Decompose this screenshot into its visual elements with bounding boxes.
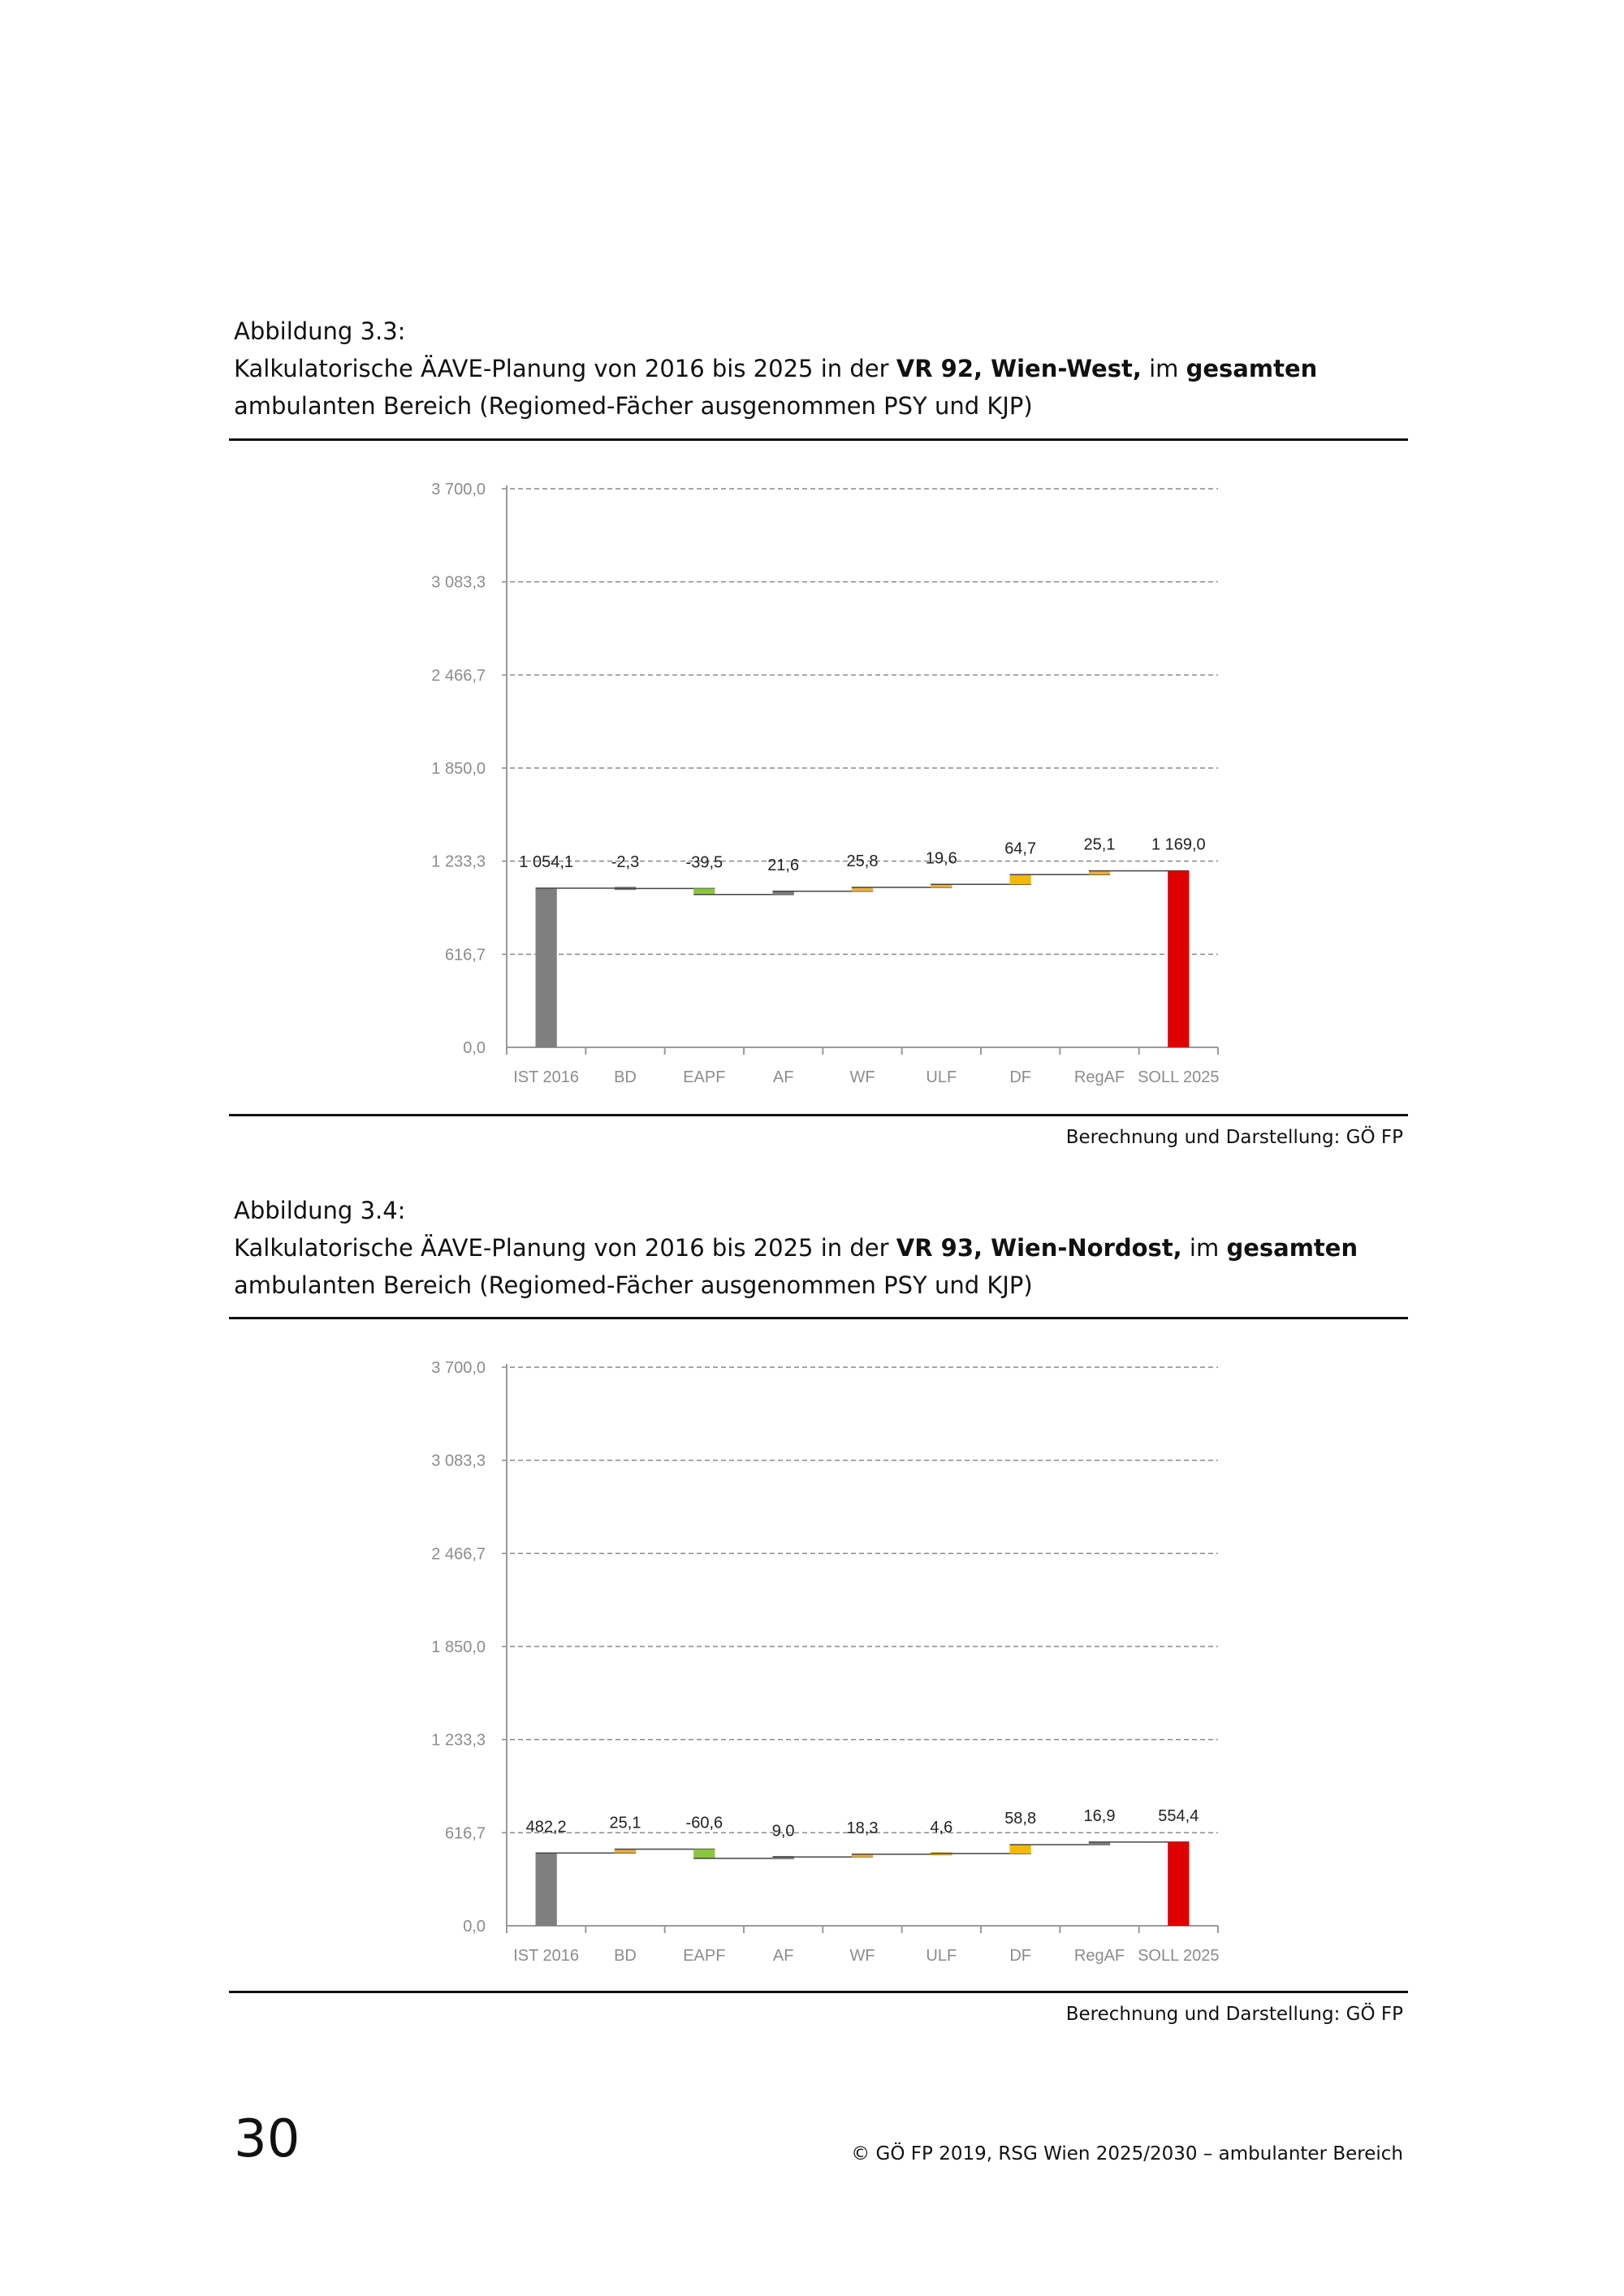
y-tick-label: 3 700,0 <box>431 481 486 498</box>
caption-text: Kalkulatorische ÄAVE-Planung von 2016 bis 2025 in der <box>234 1234 896 1262</box>
y-tick-label: 3 700,0 <box>431 1359 486 1377</box>
data-label: 4,6 <box>930 1819 953 1837</box>
data-label: -2,3 <box>611 852 640 871</box>
data-label: 25,1 <box>1083 835 1116 854</box>
waterfall-bar <box>1168 1842 1189 1926</box>
x-tick-label: AF <box>772 1947 794 1965</box>
caption-region: VR 92, Wien-West, <box>896 355 1142 382</box>
x-tick-label: WF <box>849 1068 875 1086</box>
top-rule <box>229 1317 1408 1319</box>
data-label: 16,9 <box>1083 1806 1116 1825</box>
data-label: 21,6 <box>767 856 800 874</box>
y-tick-label: 3 083,3 <box>431 1452 486 1470</box>
data-label: -60,6 <box>685 1814 723 1832</box>
waterfall-bar <box>536 888 557 1047</box>
source-note: Berechnung und Darstellung: GÖ FP <box>1065 2004 1403 2025</box>
y-tick-label: 616,7 <box>444 1824 486 1843</box>
x-tick-label: SOLL 2025 <box>1138 1947 1220 1965</box>
data-label: -39,5 <box>685 853 723 872</box>
x-tick-label: EAPF <box>683 1947 726 1965</box>
x-tick-label: AF <box>772 1068 794 1086</box>
y-tick-label: 1 233,3 <box>431 852 486 871</box>
bottom-rule <box>229 1114 1408 1116</box>
x-tick-label: ULF <box>926 1947 957 1965</box>
data-label: 9,0 <box>771 1822 795 1841</box>
figure-label: Abbildung 3.3: <box>234 317 406 345</box>
figure-caption <box>234 313 1403 425</box>
y-tick-label: 2 466,7 <box>431 667 486 685</box>
x-tick-label: BD <box>614 1947 637 1965</box>
copyright-note: © GÖ FP 2019, RSG Wien 2025/2030 – ambulanter Bereich <box>851 2143 1403 2164</box>
caption-text: im <box>1141 355 1186 382</box>
x-tick-label: EAPF <box>683 1068 726 1086</box>
data-label: 64,7 <box>1004 839 1037 858</box>
x-tick-label: DF <box>1009 1947 1032 1965</box>
x-tick-label: IST 2016 <box>513 1947 580 1965</box>
x-tick-label: RegAF <box>1073 1068 1125 1086</box>
data-label: 1 169,0 <box>1151 835 1206 854</box>
x-tick-label: BD <box>614 1068 637 1086</box>
caption-bold: gesamten <box>1226 1234 1358 1262</box>
data-label: 1 054,1 <box>519 852 574 871</box>
x-tick-label: ULF <box>926 1068 957 1086</box>
bottom-rule <box>229 1991 1408 1993</box>
waterfall-bar <box>693 888 715 894</box>
waterfall-bar <box>536 1853 557 1926</box>
caption-region: VR 93, Wien-Nordost, <box>896 1234 1182 1262</box>
figure-label: Abbildung 3.4: <box>234 1197 406 1224</box>
data-label: 554,4 <box>1158 1806 1199 1825</box>
caption-text: im <box>1181 1234 1227 1262</box>
data-label: 25,1 <box>609 1814 641 1832</box>
x-tick-label: DF <box>1009 1068 1032 1086</box>
top-rule <box>229 438 1408 441</box>
waterfall-chart <box>229 1333 1408 1983</box>
y-tick-label: 616,7 <box>444 946 486 965</box>
waterfall-bar <box>693 1849 715 1858</box>
y-tick-label: 3 083,3 <box>431 573 486 592</box>
data-label: 482,2 <box>525 1818 567 1836</box>
figure-title-line2: ambulanten Bereich (Regiomed-Fächer ausgenommen PSY und KJP) <box>234 1271 1033 1299</box>
waterfall-bar <box>1010 1845 1031 1854</box>
figure-caption <box>234 1192 1403 1304</box>
waterfall-bar <box>1010 874 1031 884</box>
data-label: 25,8 <box>846 852 879 870</box>
figure-title-line1 <box>234 350 1403 387</box>
page-number: 30 <box>234 2109 300 2169</box>
x-tick-label: SOLL 2025 <box>1138 1068 1220 1086</box>
source-note: Berechnung und Darstellung: GÖ FP <box>1065 1127 1403 1148</box>
x-tick-label: IST 2016 <box>513 1068 580 1086</box>
caption-text: Kalkulatorische ÄAVE-Planung von 2016 bis 2025 in der <box>234 355 896 382</box>
x-tick-label: WF <box>849 1947 875 1965</box>
x-tick-label: RegAF <box>1073 1947 1125 1965</box>
data-label: 19,6 <box>925 849 957 868</box>
y-tick-label: 1 850,0 <box>431 760 486 778</box>
y-tick-label: 0,0 <box>463 1039 486 1057</box>
y-tick-label: 1 233,3 <box>431 1731 486 1750</box>
waterfall-chart <box>229 455 1408 1104</box>
y-tick-label: 2 466,7 <box>431 1545 486 1564</box>
caption-bold: gesamten <box>1186 355 1318 382</box>
y-tick-label: 1 850,0 <box>431 1638 486 1656</box>
data-label: 58,8 <box>1004 1810 1037 1828</box>
figure-title-line1 <box>234 1229 1403 1267</box>
waterfall-bar <box>1168 871 1189 1047</box>
figure-title-line2: ambulanten Bereich (Regiomed-Fächer ausgenommen PSY und KJP) <box>234 392 1033 420</box>
y-tick-label: 0,0 <box>463 1918 486 1936</box>
data-label: 18,3 <box>846 1819 879 1837</box>
